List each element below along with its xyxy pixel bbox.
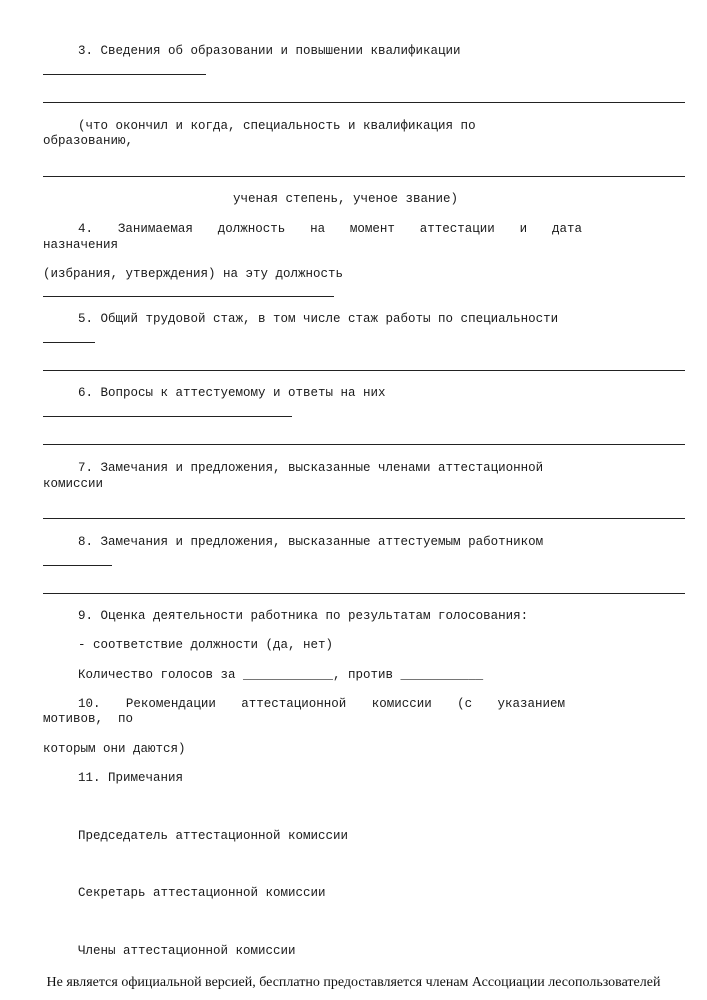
section-3-note: (что окончил и когда, специальность и квалификация по xyxy=(78,119,476,133)
chairman-label: Председатель аттестационной комиссии xyxy=(78,829,349,843)
section-9-title: 9. Оценка деятельности работника по результатам голосования: xyxy=(78,609,529,623)
section-4-note: (избрания, утверждения) на эту должность xyxy=(43,267,344,281)
section-3-note: ученая степень, ученое звание) xyxy=(233,192,459,206)
blank-line[interactable] xyxy=(43,296,334,297)
blank-line[interactable] xyxy=(43,416,292,417)
blank-line[interactable] xyxy=(43,342,95,343)
blank-line[interactable] xyxy=(43,593,685,594)
blank-line[interactable] xyxy=(43,444,685,445)
section-10-title: которым они даются) xyxy=(43,742,186,756)
section-4-title: назначения xyxy=(43,238,119,252)
vote-count-line[interactable]: Количество голосов за ____________, против ___________ xyxy=(78,668,484,682)
section-7-title: комиссии xyxy=(43,477,104,491)
section-3-title: 3. Сведения об образовании и повышении квалификации xyxy=(78,44,461,58)
blank-line[interactable] xyxy=(43,176,685,177)
section-6-title: 6. Вопросы к аттестуемому и ответы на них xyxy=(78,386,386,400)
section-5-title: 5. Общий трудовой стаж, в том числе стаж работы по специальности xyxy=(78,312,559,326)
section-7-title: 7. Замечания и предложения, высказанные членами аттестационной xyxy=(78,461,544,475)
footer-disclaimer: Не является официальной версией, бесплатно предоставляется членам Ассоциации лесопользователей xyxy=(46,975,661,990)
blank-line[interactable] xyxy=(43,370,685,371)
section-4-title: 4. Занимаемая должность на момент аттестации и дата xyxy=(78,222,582,236)
section-10-title: мотивов, по xyxy=(43,712,134,726)
blank-line[interactable] xyxy=(43,565,112,566)
secretary-label: Секретарь аттестационной комиссии xyxy=(78,886,326,900)
section-10-title: 10. Рекомендации аттестационной комиссии (с указанием xyxy=(78,697,565,711)
section-11-title: 11. Примечания xyxy=(78,771,184,785)
blank-line[interactable] xyxy=(43,518,685,519)
section-8-title: 8. Замечания и предложения, высказанные аттестуемым работником xyxy=(78,535,544,549)
section-3-note: образованию, xyxy=(43,134,134,148)
section-9-subitem: - соответствие должности (да, нет) xyxy=(78,638,334,652)
blank-line[interactable] xyxy=(43,102,685,103)
blank-line[interactable] xyxy=(43,74,206,75)
members-label: Члены аттестационной комиссии xyxy=(78,944,296,958)
